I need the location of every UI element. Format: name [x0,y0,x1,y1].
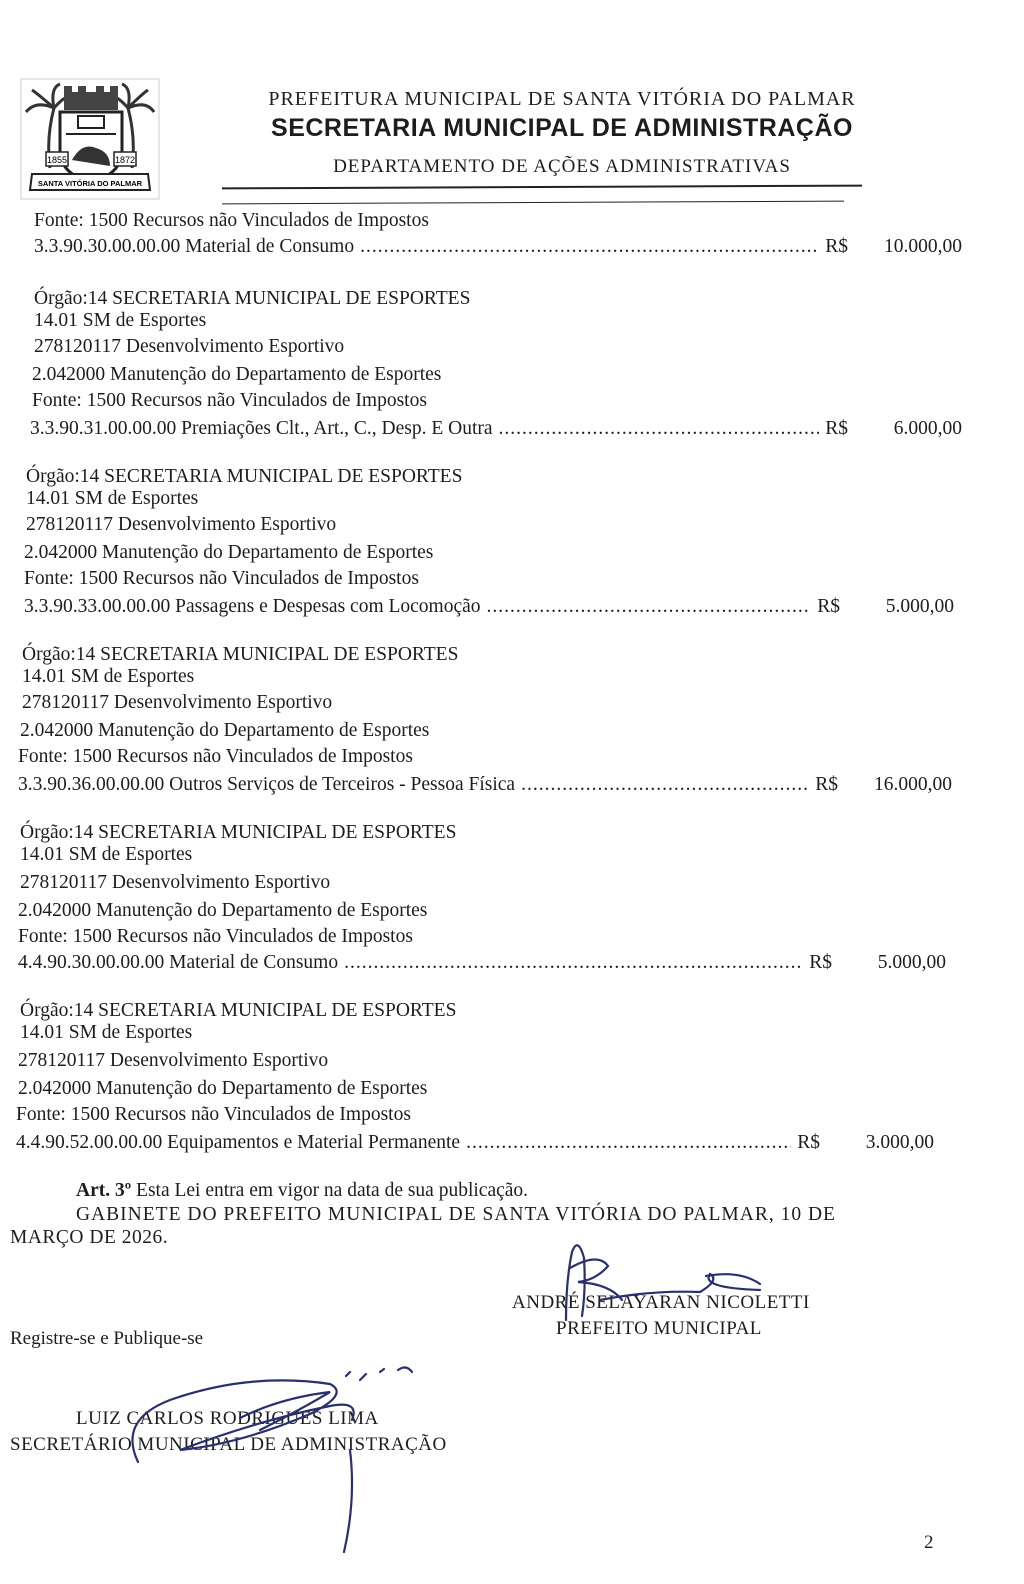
currency-label: R$ [797,1132,820,1153]
header-prefeitura: PREFEITURA MUNICIPAL DE SANTA VITÓRIA DO PALMAR [268,88,856,110]
block-total-line [34,236,962,258]
block-line: 278120117 Desenvolvimento Esportivo [34,336,345,357]
block-total-line [30,418,962,440]
currency-label: R$ [815,774,838,795]
amount-value: 16.000,00 [874,774,952,795]
block-line: Fonte: 1500 Recursos não Vinculados de Impostos [16,1104,411,1125]
block-line: 278120117 Desenvolvimento Esportivo [20,872,331,893]
header-secretaria: SECRETARIA MUNICIPAL DE ADMINISTRAÇÃO [271,114,853,142]
gabinete-line: GABINETE DO PREFEITO MUNICIPAL DE SANTA VITÓRIA DO PALMAR, 10 DE [76,1204,836,1225]
dot-leader [344,952,803,974]
dot-leader [466,1132,791,1154]
amount-value: 5.000,00 [885,596,954,617]
amount-value: 3.000,00 [865,1132,934,1153]
page-number: 2 [924,1532,934,1553]
amount-value: 10.000,00 [884,236,962,257]
block-line: Fonte: 1500 Recursos não Vinculados de Impostos [32,390,427,411]
dot-leader [499,418,820,440]
crest-ribbon-text: SANTA VITÓRIA DO PALMAR [37,179,143,188]
block-line: Órgão:14 SECRETARIA MUNICIPAL DE ESPORTES [22,644,459,665]
block-line: 2.042000 Manutenção do Departamento de Esportes [32,364,442,385]
block-line: 14.01 SM de Esportes [26,488,199,509]
block-line: Fonte: 1500 Recursos não Vinculados de Impostos [18,746,413,767]
secretary-title: SECRETÁRIO MUNICIPAL DE ADMINISTRAÇÃO [10,1434,447,1455]
block-total-line [18,952,946,974]
expense-item: 3.3.90.36.00.00.00 Outros Serviços de Terceiros - Pessoa Física [18,774,516,795]
dot-leader [487,596,812,618]
block-line: 278120117 Desenvolvimento Esportivo [26,514,337,535]
expense-item: 3.3.90.33.00.00.00 Passagens e Despesas com Locomoção [24,596,481,617]
expense-item: 3.3.90.30.00.00.00 Material de Consumo [34,236,355,257]
block-line: Fonte: 1500 Recursos não Vinculados de Impostos [34,210,429,231]
block-line: 278120117 Desenvolvimento Esportivo [22,692,333,713]
amount-value: 5.000,00 [877,952,946,973]
block-line: Órgão:14 SECRETARIA MUNICIPAL DE ESPORTES [20,822,457,843]
currency-label: R$ [825,418,848,439]
block-total-line [18,774,952,796]
article-text: Esta Lei entra em vigor na data de sua publicação. [131,1180,529,1201]
block-line: Fonte: 1500 Recursos não Vinculados de Impostos [18,926,413,947]
expense-item: 3.3.90.31.00.00.00 Premiações Clt., Art., C., Desp. E Outra [30,418,493,439]
crest-year-left: 1855 [46,155,68,165]
article-label: Art. 3º [76,1180,132,1201]
header-departamento: DEPARTAMENTO DE AÇÕES ADMINISTRATIVAS [333,156,791,177]
gabinete-date: MARÇO DE 2026. [10,1227,169,1248]
block-line: 14.01 SM de Esportes [20,844,193,865]
block-line: 2.042000 Manutenção do Departamento de Esportes [18,1078,428,1099]
block-line: Órgão:14 SECRETARIA MUNICIPAL DE ESPORTES [26,466,463,487]
currency-label: R$ [809,952,832,973]
block-line: 14.01 SM de Esportes [20,1022,193,1043]
block-total-line [24,596,954,618]
mayor-name: ANDRÉ SELAYARAN NICOLETTI [512,1292,810,1313]
mayor-title: PREFEITO MUNICIPAL [556,1318,762,1339]
block-line: Fonte: 1500 Recursos não Vinculados de Impostos [24,568,419,589]
block-line: 14.01 SM de Esportes [34,310,207,331]
expense-item: 4.4.90.30.00.00.00 Material de Consumo [18,952,339,973]
municipal-crest-icon [20,78,160,200]
block-line: Órgão:14 SECRETARIA MUNICIPAL DE ESPORTES [34,288,471,309]
block-line: 14.01 SM de Esportes [22,666,195,687]
block-line: 2.042000 Manutenção do Departamento de Esportes [20,720,430,741]
block-line: Órgão:14 SECRETARIA MUNICIPAL DE ESPORTES [20,1000,457,1021]
header-rule-thin [222,201,844,205]
dot-leader [360,236,819,258]
dot-leader [521,774,809,796]
amount-value: 6.000,00 [893,418,962,439]
block-line: 2.042000 Manutenção do Departamento de Esportes [18,900,428,921]
expense-item: 4.4.90.52.00.00.00 Equipamentos e Material Permanente [16,1132,461,1153]
block-line: 278120117 Desenvolvimento Esportivo [18,1050,329,1071]
header-rule-thick [222,185,862,190]
article-3 [76,1180,528,1202]
secretary-name: LUIZ CARLOS RODRIGUES LIMA [76,1408,379,1429]
crest-year-right: 1872 [114,155,136,165]
block-total-line [16,1132,934,1154]
currency-label: R$ [825,236,848,257]
register-note: Registre-se e Publique-se [10,1328,204,1349]
currency-label: R$ [817,596,840,617]
block-line: 2.042000 Manutenção do Departamento de Esportes [24,542,434,563]
